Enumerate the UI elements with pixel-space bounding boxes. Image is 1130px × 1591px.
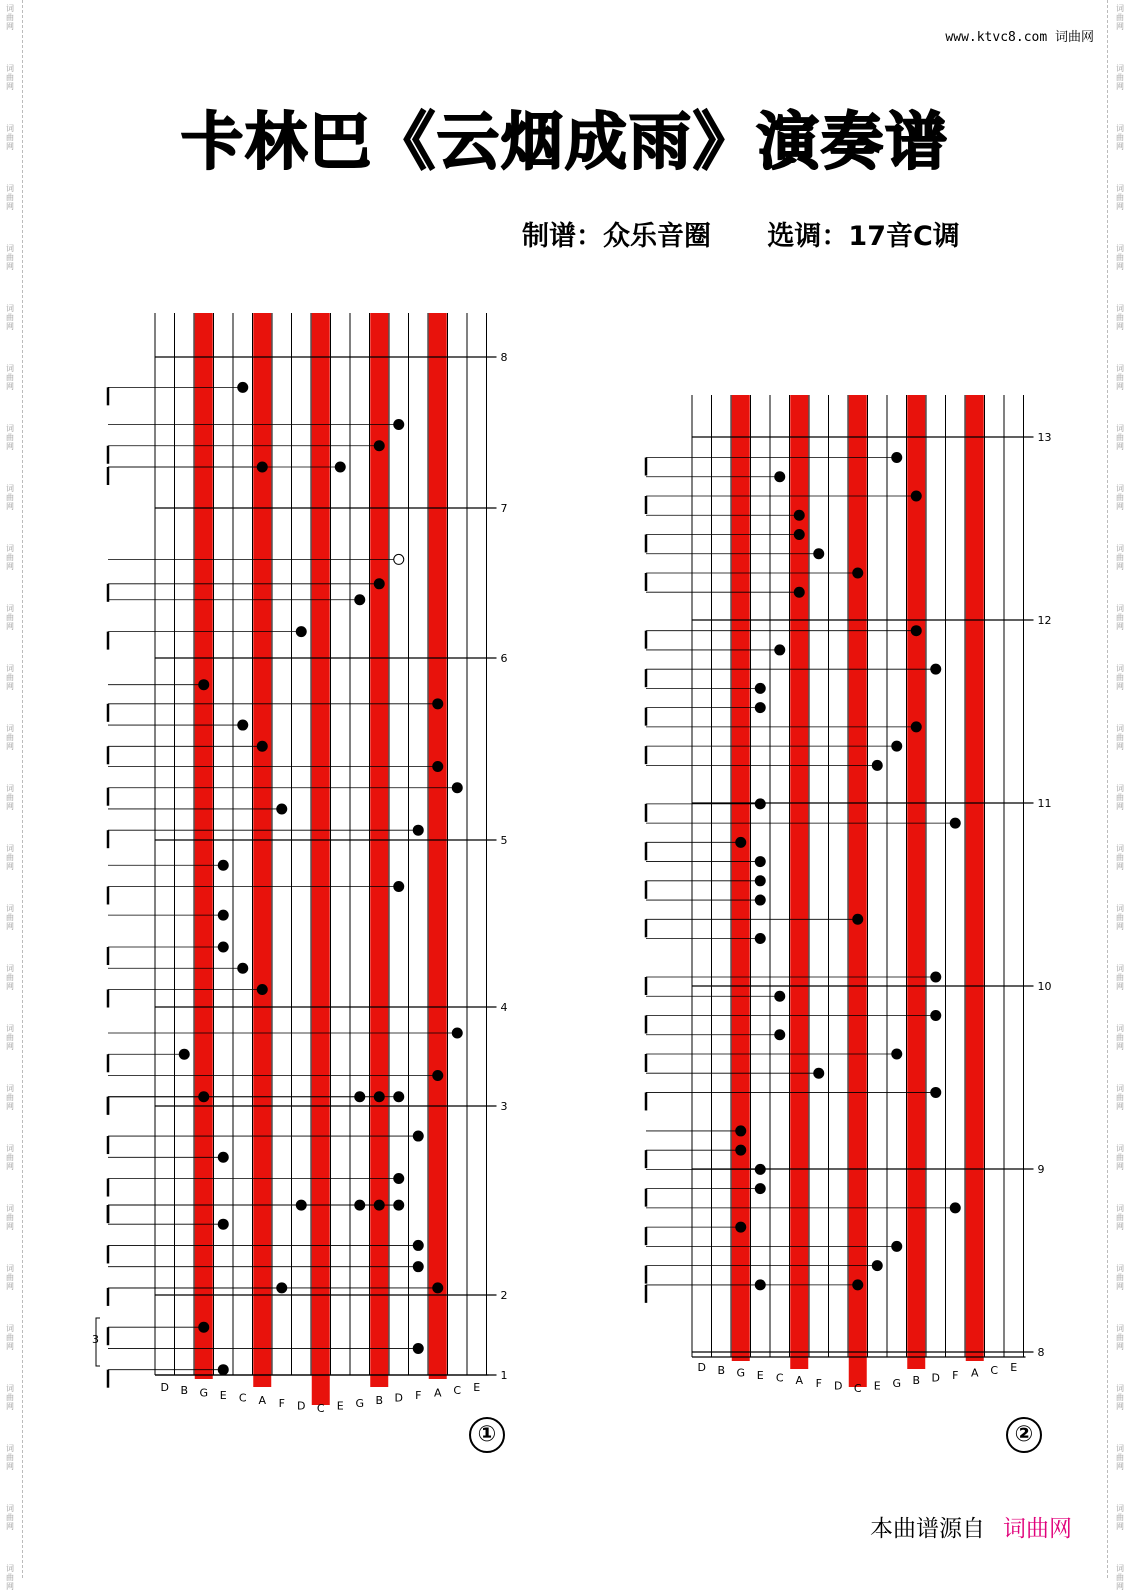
note-dot xyxy=(335,461,346,472)
watermark-mark: 词 曲 网 xyxy=(1116,964,1124,991)
hollow-note xyxy=(394,554,404,564)
note-dot xyxy=(452,1028,463,1039)
note-dot xyxy=(755,798,766,809)
note-dot xyxy=(393,1091,404,1102)
key-label: D xyxy=(834,1379,843,1393)
note-dot xyxy=(755,856,766,867)
watermark-mark: 词 曲 网 xyxy=(1116,124,1124,151)
watermark-mark: 词 曲 网 xyxy=(6,724,14,751)
note-dot xyxy=(813,1068,824,1079)
watermark-mark: 词 曲 网 xyxy=(1116,1324,1124,1351)
note-dot xyxy=(911,491,922,502)
note-dot xyxy=(911,625,922,636)
measure-number: 8 xyxy=(1037,1346,1045,1359)
note-dot xyxy=(930,664,941,675)
note-dot xyxy=(755,875,766,886)
note-dot xyxy=(276,803,287,814)
red-key-bar xyxy=(429,313,447,1379)
note-dot xyxy=(257,741,268,752)
note-dot xyxy=(218,860,229,871)
note-dot xyxy=(413,1131,424,1142)
measure-number: 11 xyxy=(1037,797,1052,810)
note-dot xyxy=(218,1219,229,1230)
note-dot xyxy=(198,679,209,690)
footer-source xyxy=(870,1510,1072,1543)
watermark-mark: 词 曲 网 xyxy=(6,1564,14,1591)
note-dot xyxy=(218,1364,229,1375)
note-dot xyxy=(237,382,248,393)
measure-number: 9 xyxy=(1037,1163,1045,1176)
key-label: A xyxy=(970,1366,979,1380)
watermark-mark: 词 曲 网 xyxy=(1116,784,1124,811)
arranger-credit: 制谱：众乐音圈 xyxy=(522,221,711,252)
key-label: G xyxy=(355,1396,365,1410)
key-label: E xyxy=(336,1399,344,1413)
watermark-mark: 词 曲 网 xyxy=(6,184,14,211)
triplet-mark: 3 xyxy=(92,1333,99,1346)
note-dot xyxy=(950,1202,961,1213)
note-dot xyxy=(930,972,941,983)
key-label: G xyxy=(199,1386,209,1400)
note-dot xyxy=(755,895,766,906)
footer-brand[interactable]: 词曲网 xyxy=(1003,1516,1072,1542)
note-dot xyxy=(930,1010,941,1021)
note-dot xyxy=(950,818,961,829)
note-dot xyxy=(237,963,248,974)
key-label: A xyxy=(795,1374,804,1388)
watermark-mark: 词 曲 网 xyxy=(6,364,14,391)
key-label: G xyxy=(736,1366,746,1380)
watermark-mark: 词 曲 网 xyxy=(1116,664,1124,691)
note-dot xyxy=(852,567,863,578)
key-label: D xyxy=(160,1381,169,1395)
note-dot xyxy=(735,837,746,848)
watermark-mark: 词 曲 网 xyxy=(1116,1024,1124,1051)
key-label: C xyxy=(775,1371,784,1385)
note-dot xyxy=(891,452,902,463)
watermark-mark: 词 曲 网 xyxy=(1116,1504,1124,1531)
watermark-mark: 词 曲 网 xyxy=(1116,844,1124,871)
key-label: E xyxy=(473,1381,481,1395)
note-dot xyxy=(432,698,443,709)
watermark-mark: 词 曲 网 xyxy=(6,784,14,811)
key-label: C xyxy=(238,1391,247,1405)
watermark-mark: 词 曲 网 xyxy=(1116,904,1124,931)
watermark-mark: 词 曲 网 xyxy=(1116,244,1124,271)
watermark-mark: 词 曲 网 xyxy=(6,124,14,151)
watermark-mark: 词 曲 网 xyxy=(6,1024,14,1051)
watermark-mark: 词 曲 网 xyxy=(6,424,14,451)
note-dot xyxy=(852,1279,863,1290)
key-label: D xyxy=(931,1371,940,1385)
note-dot xyxy=(354,594,365,605)
note-dot xyxy=(755,1183,766,1194)
note-dot xyxy=(891,1048,902,1059)
watermark-mark: 词 曲 网 xyxy=(6,1504,14,1531)
watermark-mark: 词 曲 网 xyxy=(6,1144,14,1171)
watermark-mark: 词 曲 网 xyxy=(1116,424,1124,451)
measure-number: 1 xyxy=(500,1369,508,1382)
watermark-mark: 词 曲 网 xyxy=(1116,1264,1124,1291)
watermark-mark: 词 曲 网 xyxy=(1116,304,1124,331)
watermark-mark: 词 曲 网 xyxy=(1116,1204,1124,1231)
measure-number: 12 xyxy=(1037,614,1052,627)
watermark-mark: 词 曲 网 xyxy=(6,1264,14,1291)
watermark-mark: 词 曲 网 xyxy=(1116,604,1124,631)
red-key-bar xyxy=(312,313,330,1405)
note-dot xyxy=(452,782,463,793)
page-title: 卡林巴《云烟成雨》演奏谱 xyxy=(180,105,949,178)
note-dot xyxy=(735,1125,746,1136)
note-dot xyxy=(774,644,785,655)
watermark-mark: 词 曲 网 xyxy=(1116,64,1124,91)
watermark-mark: 词 曲 网 xyxy=(1116,1564,1124,1591)
key-label: B xyxy=(912,1374,921,1388)
measure-number: 13 xyxy=(1037,431,1052,444)
watermark-mark: 词 曲 网 xyxy=(6,904,14,931)
key-label: F xyxy=(815,1376,822,1390)
note-dot xyxy=(393,419,404,430)
measure-number: 3 xyxy=(500,1100,508,1113)
note-dot xyxy=(296,626,307,637)
watermark-mark: 词 曲 网 xyxy=(1116,4,1124,31)
watermark-mark: 词 曲 网 xyxy=(6,664,14,691)
watermark-mark: 词 曲 网 xyxy=(1116,1144,1124,1171)
note-dot xyxy=(911,721,922,732)
note-dot xyxy=(735,1222,746,1233)
note-dot xyxy=(198,1322,209,1333)
key-label: B xyxy=(717,1363,726,1377)
watermark-mark: 词 曲 网 xyxy=(1116,544,1124,571)
red-key-bar xyxy=(732,395,750,1361)
note-dot xyxy=(794,587,805,598)
watermark-mark: 词 曲 网 xyxy=(6,484,14,511)
measure-number: 6 xyxy=(500,652,508,665)
key-label: C xyxy=(316,1402,325,1415)
watermark-mark: 词 曲 网 xyxy=(1116,484,1124,511)
watermark-mark: 词 曲 网 xyxy=(6,1384,14,1411)
note-dot xyxy=(774,1029,785,1040)
red-key-bar xyxy=(370,313,388,1387)
note-dot xyxy=(393,881,404,892)
red-key-bar xyxy=(195,313,213,1379)
key-label: B xyxy=(375,1394,384,1408)
key-label: C xyxy=(853,1382,862,1395)
watermark-mark: 词 曲 网 xyxy=(1116,184,1124,211)
watermark-mark: 词 曲 网 xyxy=(6,1444,14,1471)
red-key-bar xyxy=(790,395,808,1369)
watermark-mark: 词 曲 网 xyxy=(6,844,14,871)
watermark-mark: 词 曲 网 xyxy=(6,1084,14,1111)
note-dot xyxy=(237,720,248,731)
watermark-mark: 词 曲 网 xyxy=(6,1204,14,1231)
measure-number: 4 xyxy=(500,1001,508,1014)
note-dot xyxy=(218,910,229,921)
page-number-2: ② xyxy=(1006,1417,1042,1453)
note-dot xyxy=(872,760,883,771)
footer-prefix: 本曲谱源自 xyxy=(870,1516,985,1542)
note-dot xyxy=(413,825,424,836)
note-dot xyxy=(794,510,805,521)
key-label: E xyxy=(756,1369,764,1382)
watermark-mark: 词 曲 网 xyxy=(1116,1084,1124,1111)
key-label: G xyxy=(892,1376,902,1390)
note-dot xyxy=(393,1173,404,1184)
red-key-bar xyxy=(253,313,271,1387)
note-dot xyxy=(432,1070,443,1081)
watermark-mark: 词 曲 网 xyxy=(6,304,14,331)
site-label[interactable]: www.ktvc8.com 词曲网 xyxy=(945,30,1094,45)
note-dot xyxy=(755,1164,766,1175)
note-dot xyxy=(393,1200,404,1211)
note-dot xyxy=(179,1049,190,1060)
note-dot xyxy=(891,741,902,752)
note-dot xyxy=(930,1087,941,1098)
key-label: D xyxy=(697,1361,706,1375)
key-label: F xyxy=(952,1369,959,1382)
red-key-bar xyxy=(907,395,925,1369)
key-label: F xyxy=(278,1396,285,1410)
red-key-bar xyxy=(966,395,984,1361)
note-dot xyxy=(813,548,824,559)
note-dot xyxy=(891,1241,902,1252)
note-dot xyxy=(794,529,805,540)
note-dot xyxy=(374,578,385,589)
note-dot xyxy=(218,942,229,953)
watermark-mark: 词 曲 网 xyxy=(1116,724,1124,751)
key-label: C xyxy=(990,1363,999,1377)
key-label: B xyxy=(180,1383,189,1397)
page-number-1: ① xyxy=(469,1417,505,1453)
key-label: D xyxy=(394,1391,403,1405)
key-label: E xyxy=(219,1389,227,1402)
note-dot xyxy=(872,1260,883,1271)
watermark-mark: 词 曲 网 xyxy=(6,244,14,271)
key-label: A xyxy=(433,1386,442,1400)
note-dot xyxy=(755,683,766,694)
note-dot xyxy=(755,933,766,944)
key-label: F xyxy=(415,1389,422,1402)
watermark-mark: 词 曲 网 xyxy=(6,64,14,91)
red-key-bar xyxy=(849,395,867,1387)
key-credit: 选调：17音C调 xyxy=(767,221,960,252)
key-label: A xyxy=(258,1394,267,1408)
key-label: E xyxy=(1010,1361,1018,1375)
measure-number: 7 xyxy=(500,502,508,515)
note-dot xyxy=(432,761,443,772)
note-dot xyxy=(774,471,785,482)
watermark-mark: 词 曲 网 xyxy=(1116,1444,1124,1471)
key-label: E xyxy=(873,1379,881,1393)
watermark-mark: 词 曲 网 xyxy=(6,4,14,31)
watermark-mark: 词 曲 网 xyxy=(6,1324,14,1351)
measure-number: 8 xyxy=(500,351,508,364)
measure-number: 10 xyxy=(1037,980,1052,993)
note-dot xyxy=(852,914,863,925)
measure-number: 5 xyxy=(500,834,508,847)
note-dot xyxy=(218,1152,229,1163)
watermark-mark: 词 曲 网 xyxy=(6,604,14,631)
watermark-mark: 词 曲 网 xyxy=(1116,1384,1124,1411)
key-label: C xyxy=(453,1383,462,1397)
note-dot xyxy=(257,984,268,995)
note-dot xyxy=(374,440,385,451)
measure-number: 2 xyxy=(500,1289,508,1302)
watermark-mark: 词 曲 网 xyxy=(6,544,14,571)
key-label: D xyxy=(297,1399,306,1413)
watermark-mark: 词 曲 网 xyxy=(1116,364,1124,391)
note-dot xyxy=(735,1145,746,1156)
note-dot xyxy=(413,1261,424,1272)
note-dot xyxy=(774,991,785,1002)
note-dot xyxy=(432,1282,443,1293)
watermark-mark: 词 曲 网 xyxy=(6,964,14,991)
note-dot xyxy=(413,1240,424,1251)
note-dot xyxy=(755,702,766,713)
note-dot xyxy=(413,1343,424,1354)
